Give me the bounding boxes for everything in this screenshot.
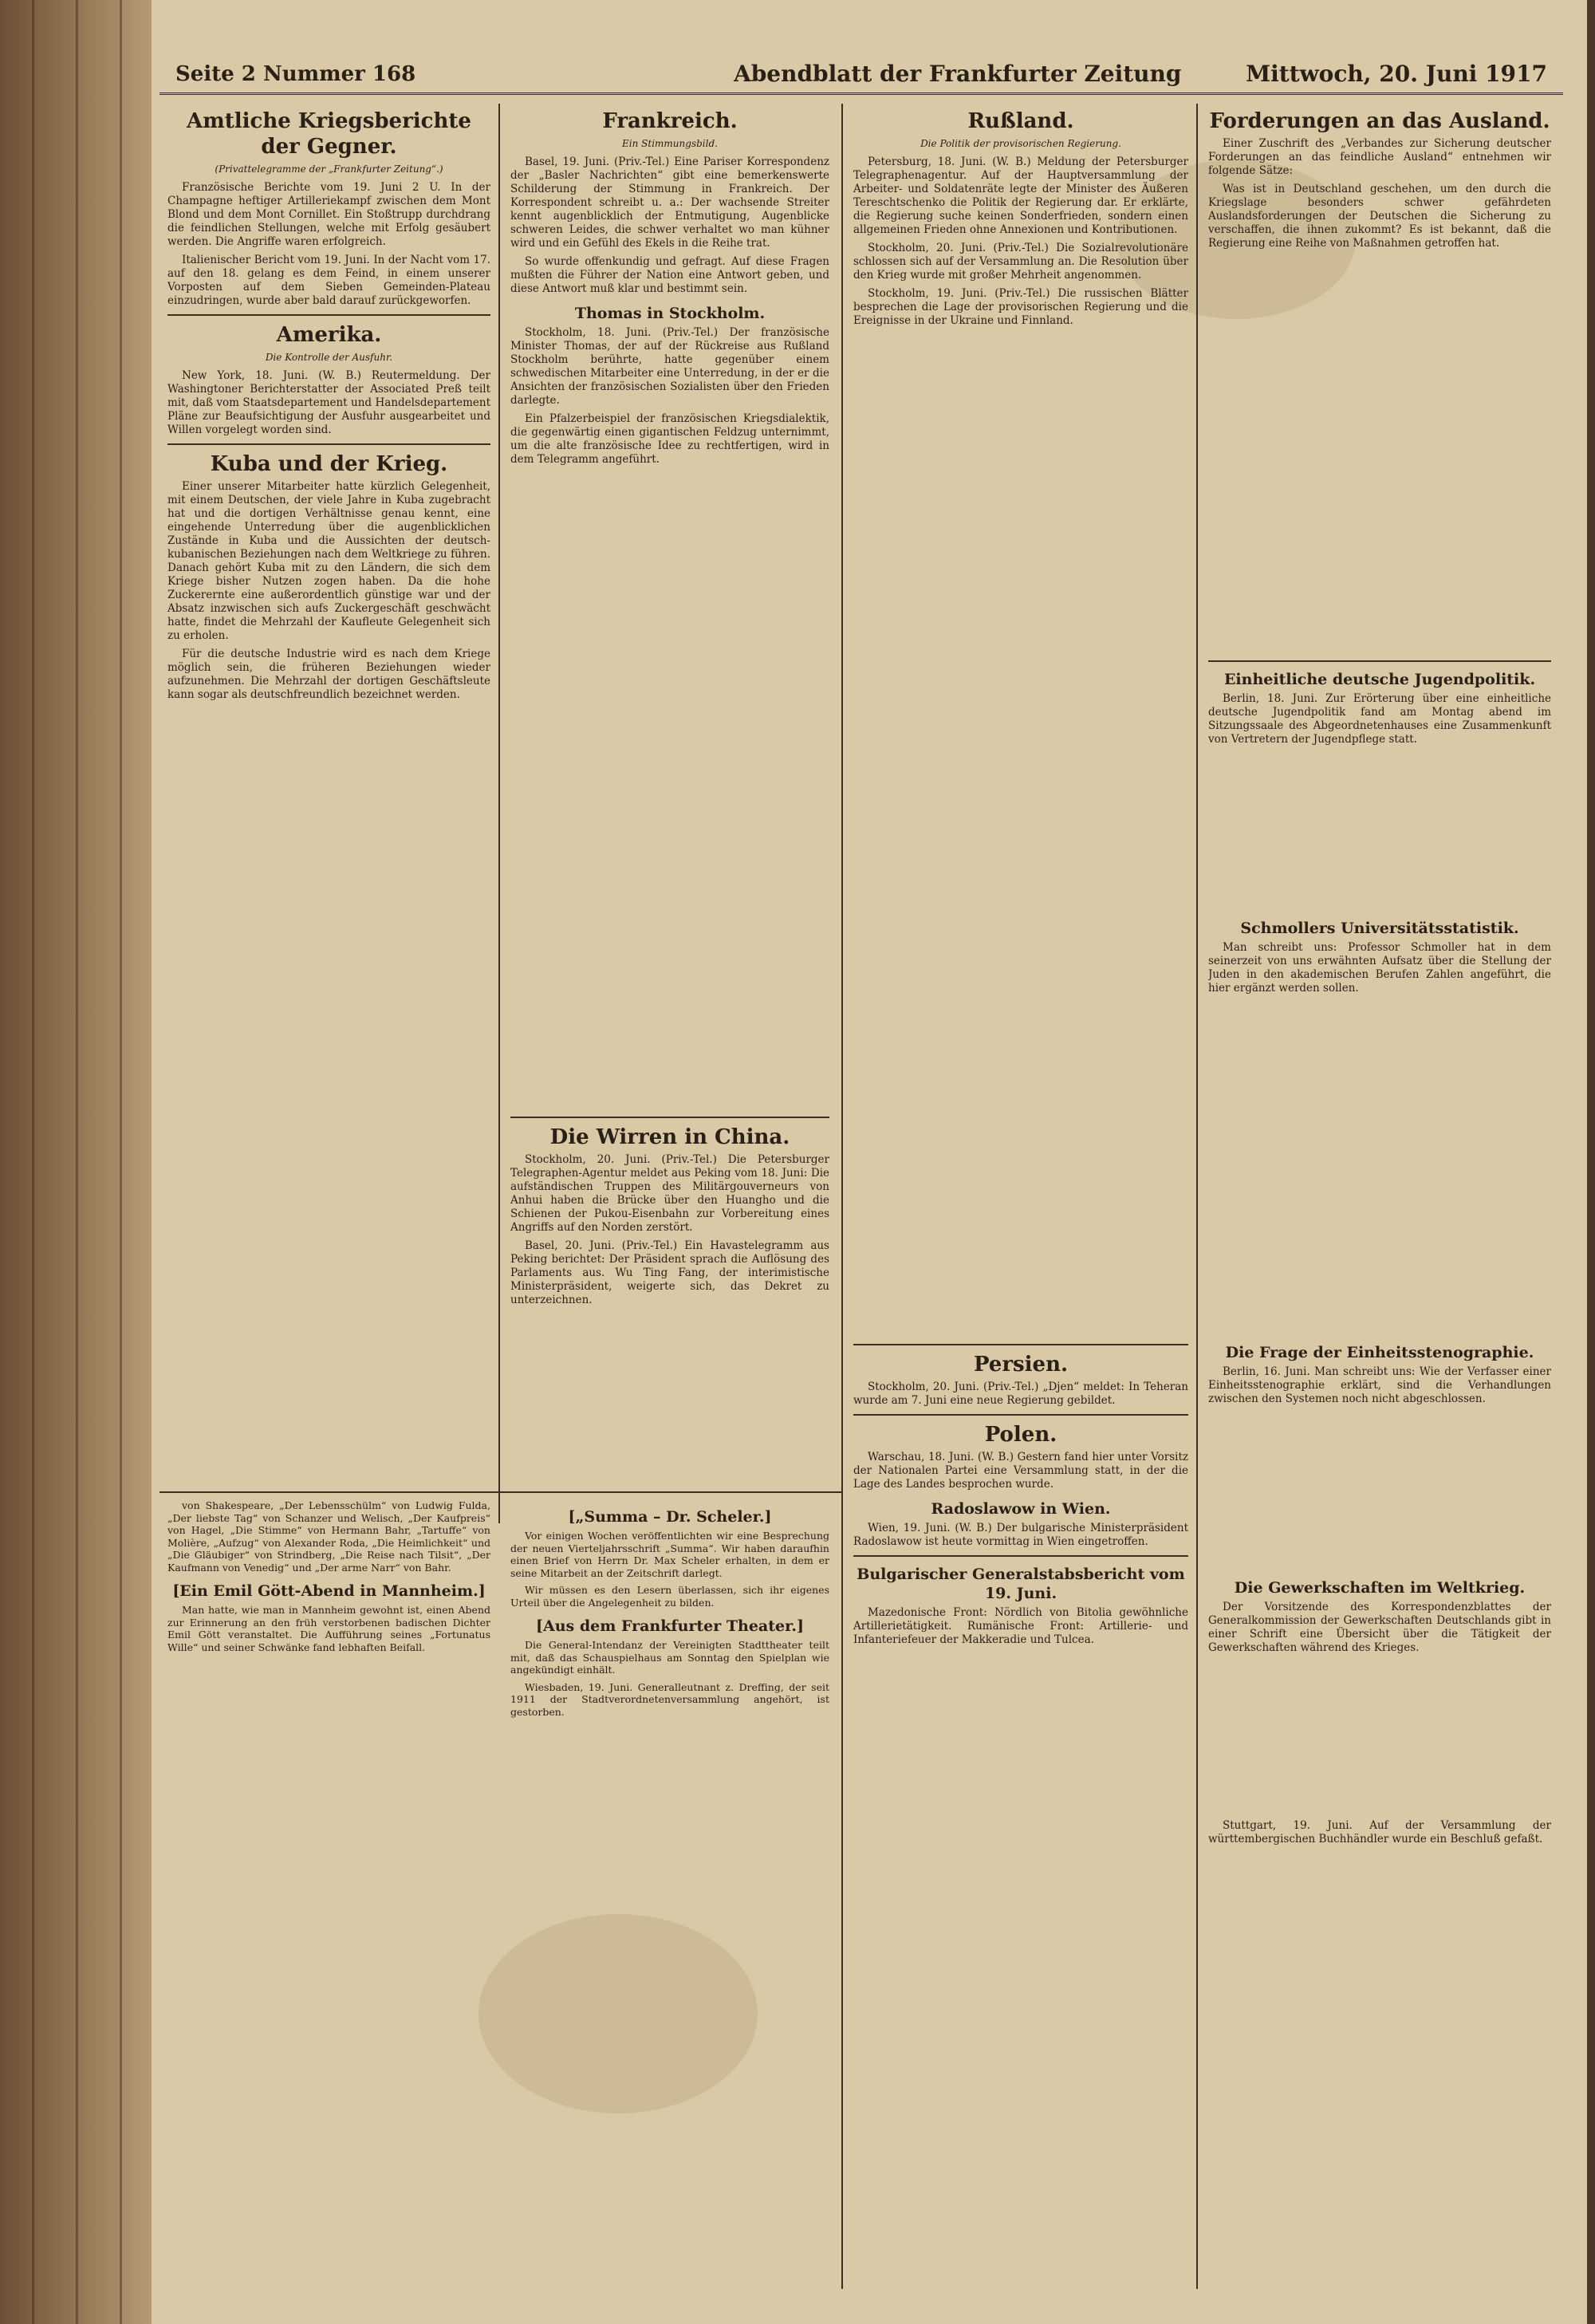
radoslawow-heading: Radoslawow in Wien. — [931, 1500, 1111, 1518]
theater-paragraph: Die General-Intendanz der Vereinigten Stadttheater teilt mit, daß das Schauspielhaus am Sonntag den Spielplan wie angekündigt einhält. — [510, 1639, 829, 1676]
column-4 — [1208, 104, 1551, 2289]
kuba-heading: Kuba und der Krieg. — [210, 452, 448, 476]
china-heading: Die Wirren in China. — [549, 1125, 790, 1149]
masthead — [160, 56, 1563, 95]
russland-paragraph-3: Stockholm, 19. Juni. (Priv.-Tel.) Die russischen Blätter besprechen die Lage der provisorischen Regierung und die Ereignisse in der Ukraine und Finnland. — [853, 287, 1188, 327]
china-paragraph-2: Basel, 20. Juni. (Priv.-Tel.) Ein Havastelegramm aus Peking berichtet: Der Präsident sprach die Auflösung des Parlaments aus. Wu Ting Fang, der interimistische Ministerpräsident, weigerte sich, das Dekret zu unterzeichnen. — [510, 1239, 829, 1306]
gewerkschaften-heading: Die Gewerkschaften im Weltkrieg. — [1234, 1579, 1526, 1597]
russland-subtitle: Die Politik der provisorischen Regierung. — [920, 138, 1121, 149]
frankreich-heading: Frankreich. — [602, 109, 738, 133]
thomas-paragraph-2: Ein Pfalzerbeispiel der französischen Kriegsdialektik, die gegenwärtig einen gigantischen Feldzug unternimmt, um die alte französische Idee zu rechtfertigen, wird in dem Telegramm angeführt. — [510, 412, 829, 466]
china-paragraph-1: Stockholm, 20. Juni. (Priv.-Tel.) Die Petersburger Telegraphen-Agentur meldet aus Peking vom 18. Juni: Die aufständischen Truppen des Militärgouverneurs von Anhui haben die Brücke über den Huangho und die Schienen der Pukou-Eisenbahn zur Vorbereitung eines Angriffs auf den Norden zerstört. — [510, 1153, 829, 1234]
china-article — [510, 1117, 829, 1483]
column-3 — [853, 104, 1188, 2289]
persien-heading: Persien. — [973, 1353, 1069, 1377]
gewerkschaften-paragraph-2: Stuttgart, 19. Juni. Auf der Versammlung der württembergischen Buchhändler wurde ein Beschluß gefaßt. — [1208, 1819, 1551, 1845]
amerika-subtitle: Die Kontrolle der Ausfuhr. — [265, 352, 393, 363]
thomas-heading: Thomas in Stockholm. — [574, 305, 766, 322]
kriegsberichte-paragraph-2: Italienischer Bericht vom 19. Juni. In der Nacht vom 17. auf den 18. gelang es dem Feind, in einem unserer Vorposten auf dem Sieben Gemeinden-Plateau einzudringen, wurde aber bald darauf zurückgeworfen. — [167, 254, 490, 307]
book-binding — [0, 0, 152, 2324]
schmoller-paragraph: Man schreibt uns: Professor Schmoller hat in dem seinerzeit von uns erwähnten Aufsatz über die Stellung der Juden in den akademischen Berufen Zahlen angeführt, die hier ergänzt werden sollen. — [1208, 941, 1551, 995]
jugendpolitik-heading: Einheitliche deutsche Jugendpolitik. — [1223, 671, 1536, 688]
summa-paragraph-1: Vor einigen Wochen veröffentlichten wir eine Besprechung der neuen Vierteljahrsschrift „Summa“. Wir haben daraufhin einen Brief von Herrn Dr. Max Scheler erhalten, in dem er seine Mitarbeit an der Zeitschrift darlegt. — [510, 1530, 829, 1579]
persien-paragraph: Stockholm, 20. Juni. (Priv.-Tel.) „Djen“ meldet: In Teheran wurde am 7. Juni eine neue Regierung gebildet. — [853, 1381, 1188, 1407]
newspaper-sheet — [160, 56, 1563, 2289]
stenographie-heading: Die Frage der Einheitsstenographie. — [1225, 1344, 1534, 1361]
theater-heading: [Aus dem Frankfurter Theater.] — [536, 1617, 804, 1635]
thomas-paragraph-1: Stockholm, 18. Juni. (Priv.-Tel.) Der französische Minister Thomas, der auf der Rückreise aus Rußland Stockholm berührte, hatte gegenüber einem schwedischen Mitarbeiter eine Unterredung, in der er die Ansichten der französischen Sozialisten über den Frieden darlegte. — [510, 326, 829, 407]
amerika-paragraph: New York, 18. Juni. (W. B.) Reutermeldung. Der Washingtoner Berichterstatter der Associated Preß teilt mit, daß vom Staatsdepartement und Handelsdepartement Pläne zur Beaufsichtigung der Ausfuhr ausgearbeitet und Willen vorgelegt worden sind. — [167, 369, 490, 436]
kriegsberichte-subtitle: (Privattelegramme der „Frankfurter Zeitung“.) — [215, 163, 443, 175]
issue-date: Mittwoch, 20. Juni 1917 — [1246, 61, 1547, 87]
bulgarischer-bericht-heading: Bulgarischer Generalstabsbericht vom 19. Juni. — [857, 1566, 1185, 1602]
forderungen-paragraph-2: Was ist in Deutschland geschehen, um den durch die Kriegslage besonders schwer gefährdeten Auslandsforderungen der Deutschen die Sicherung zu verschaffen, die ihnen zukommt? Es ist bekannt, daß die Regierung eine Reihe von Maßnahmen getroffen hat. — [1208, 183, 1551, 250]
feuilleton-column-1 — [167, 1499, 490, 2265]
forderungen-heading: Forderungen an das Ausland. — [1209, 109, 1550, 133]
frankreich-paragraph-2: So wurde offenkundig und gefragt. Auf diese Fragen mußten die Führer der Nation eine Antwort geben, und diese Antwort muß klar und bestimmt sein. — [510, 255, 829, 295]
summa-paragraph-2: Wir müssen es den Lesern überlassen, sich ihr eigenes Urteil über die Angelegenheit zu bilden. — [510, 1584, 829, 1609]
russland-paragraph-2: Stockholm, 20. Juni. (Priv.-Tel.) Die Sozialrevolutionäre schlossen sich auf der Versammlung an. Die Resolution über den Krieg wurde mit großer Mehrheit angenommen. — [853, 242, 1188, 282]
feuilleton-column-2 — [510, 1499, 829, 2265]
jugendpolitik-paragraph: Berlin, 18. Juni. Zur Erörterung über eine einheitliche deutsche Jugendpolitik fand am Montag abend im Sitzungssaale des Abgeordnetenhauses eine Zusammenkunft von Vertretern der Jugendpflege statt. — [1208, 692, 1551, 746]
mannheim-paragraph: Man hatte, wie man in Mannheim gewohnt ist, einen Abend zur Erinnerung an den früh verstorbenen badischen Dichter Emil Gött veranstaltet. Die Aufführung seines „Fortunatus Wille“ und seiner Schwänke fand lebhaften Beifall. — [167, 1604, 490, 1653]
polen-paragraph: Warschau, 18. Juni. (W. B.) Gestern fand hier unter Vorsitz der Nationalen Partei eine Versammlung statt, in der die Lage des Landes besprochen wurde. — [853, 1451, 1188, 1491]
frankreich-paragraph-1: Basel, 19. Juni. (Priv.-Tel.) Eine Pariser Korrespondenz der „Basler Nachrichten“ gibt eine bemerkenswerte Schilderung der Stimmung in Frankreich. Der Korrespondent schreibt u. a.: Der wachsende Streiter kennt augenblicklich der Entmutigung, Augenblicke schweren Leides, die schwer verhaltet wo man kühner wird und ein Gefühl des Ekels in die Reihe trat. — [510, 156, 829, 250]
page-number: Seite 2 Nummer 168 — [175, 62, 416, 86]
mannheim-heading: [Ein Emil Gött-Abend in Mannheim.] — [172, 1582, 486, 1600]
bulgarischer-bericht-paragraph: Mazedonische Front: Nördlich von Bitolia gewöhnliche Artillerietätigkeit. Rumänische Front: Artillerie- und Infanteriefeuer der Makkeradie und Tulcea. — [853, 1606, 1188, 1646]
forderungen-paragraph-1: Einer Zuschrift des „Verbandes zur Sicherung deutscher Forderungen an das feindliche Ausland“ entnehmen wir folgende Sätze: — [1208, 137, 1551, 177]
russland-paragraph-1: Petersburg, 18. Juni. (W. B.) Meldung der Petersburger Telegraphenagentur. Auf der Hauptversammlung der Arbeiter- und Soldatenräte legte der Minister des Äußeren Tereschtschenko die Politik der Regierung dar. Er erklärte, die Regierung suche keinen Sonderfrieden, sondern einen allgemeinen Frieden ohne Annexionen und Kontributionen. — [853, 156, 1188, 236]
polen-heading: Polen. — [984, 1423, 1057, 1447]
kriegsberichte-heading: Amtliche Kriegsberichte der Gegner. — [187, 109, 471, 159]
kriegsberichte-paragraph-1: Französische Berichte vom 19. Juni 2 U. In der Champagne heftiger Artilleriekampf zwischen dem Mont Blond und dem Mont Cornillet. Ein Stoßtrupp durchdrang die feindlichen Stellungen, welche mit Erfolg gesäubert werden. Die Angriffe waren erfolgreich. — [167, 181, 490, 248]
kuba-paragraph-2: Für die deutsche Industrie wird es nach dem Kriege möglich sein, die früheren Beziehungen wieder aufzunehmen. Die Mehrzahl der dortigen Geschäftsleute kann sogar als deutschfreundlich bezeichnet werden. — [167, 648, 490, 701]
summa-heading: [„Summa – Dr. Scheler.] — [568, 1508, 772, 1526]
feuilleton-paragraph-1: von Shakespeare, „Der Lebensschülm“ von Ludwig Fulda, „Der liebste Tag“ von Schanzer und Welisch, „Der Kaufpreis“ von Hagel, „Die Stimme“ von Hermann Bahr, „Tartuffe“ von Molière, „Aufzug“ von Alexander Roda, „Die Heimlichkeit“ und „Die Gläubiger“ von Strindberg, „Die Reise nach Tilsit“, „Der Kaufmann von Venedig“ und „Der arme Narr“ von Bahr. — [167, 1499, 490, 1574]
amerika-heading: Amerika. — [276, 323, 382, 347]
kuba-paragraph-1: Einer unserer Mitarbeiter hatte kürzlich Gelegenheit, mit einem Deutschen, der viele Jahre in Kuba zugebracht hat und die dortigen Verhältnisse genau kennt, eine eingehende Unterredung über die augenblicklichen Zustände in Kuba und die Aussichten der deutsch-kubanischen Beziehungen nach dem Weltkriege zu führen. Danach gehört Kuba mit zu den Ländern, die sich dem Kriege bisher Nutzen zogen haben. Da die hohe Zuckerernte eine außerordentlich günstige war und der Absatz inzwischen sich aufs Zuckergeschäft geschwächt hatte, findet die Mehrzahl der Kaufleute Gelegenheit sich zu erholen. — [167, 480, 490, 642]
schmoller-heading: Schmollers Universitätsstatistik. — [1240, 920, 1519, 937]
radoslawow-paragraph: Wien, 19. Juni. (W. B.) Der bulgarische Ministerpräsident Radoslawow ist heute vormittag in Wien eingetroffen. — [853, 1522, 1188, 1548]
frankreich-subtitle: Ein Stimmungsbild. — [622, 138, 718, 149]
russland-heading: Rußland. — [967, 109, 1074, 133]
column-1 — [167, 104, 490, 1539]
gewerkschaften-paragraph-1: Der Vorsitzende des Korrespondenzblattes der Generalkommission der Gewerkschaften Deutschlands gibt in einer Schrift eine Übersicht über die Tätigkeit der Gewerkschaften während des Krieges. — [1208, 1601, 1551, 1654]
newspaper-title: Abendblatt der Frankfurter Zeitung — [734, 61, 1182, 87]
stenographie-paragraph: Berlin, 16. Juni. Man schreibt uns: Wie der Verfasser einer Einheitsstenographie erklärt, sind die Verhandlungen zwischen den Systemen noch nicht abgeschlossen. — [1208, 1365, 1551, 1405]
wiesbaden-paragraph: Wiesbaden, 19. Juni. Generalleutnant z. Dreffing, der seit 1911 der Stadtverordnetenversammlung angehört, ist gestorben. — [510, 1680, 829, 1718]
column-2 — [510, 104, 829, 1109]
